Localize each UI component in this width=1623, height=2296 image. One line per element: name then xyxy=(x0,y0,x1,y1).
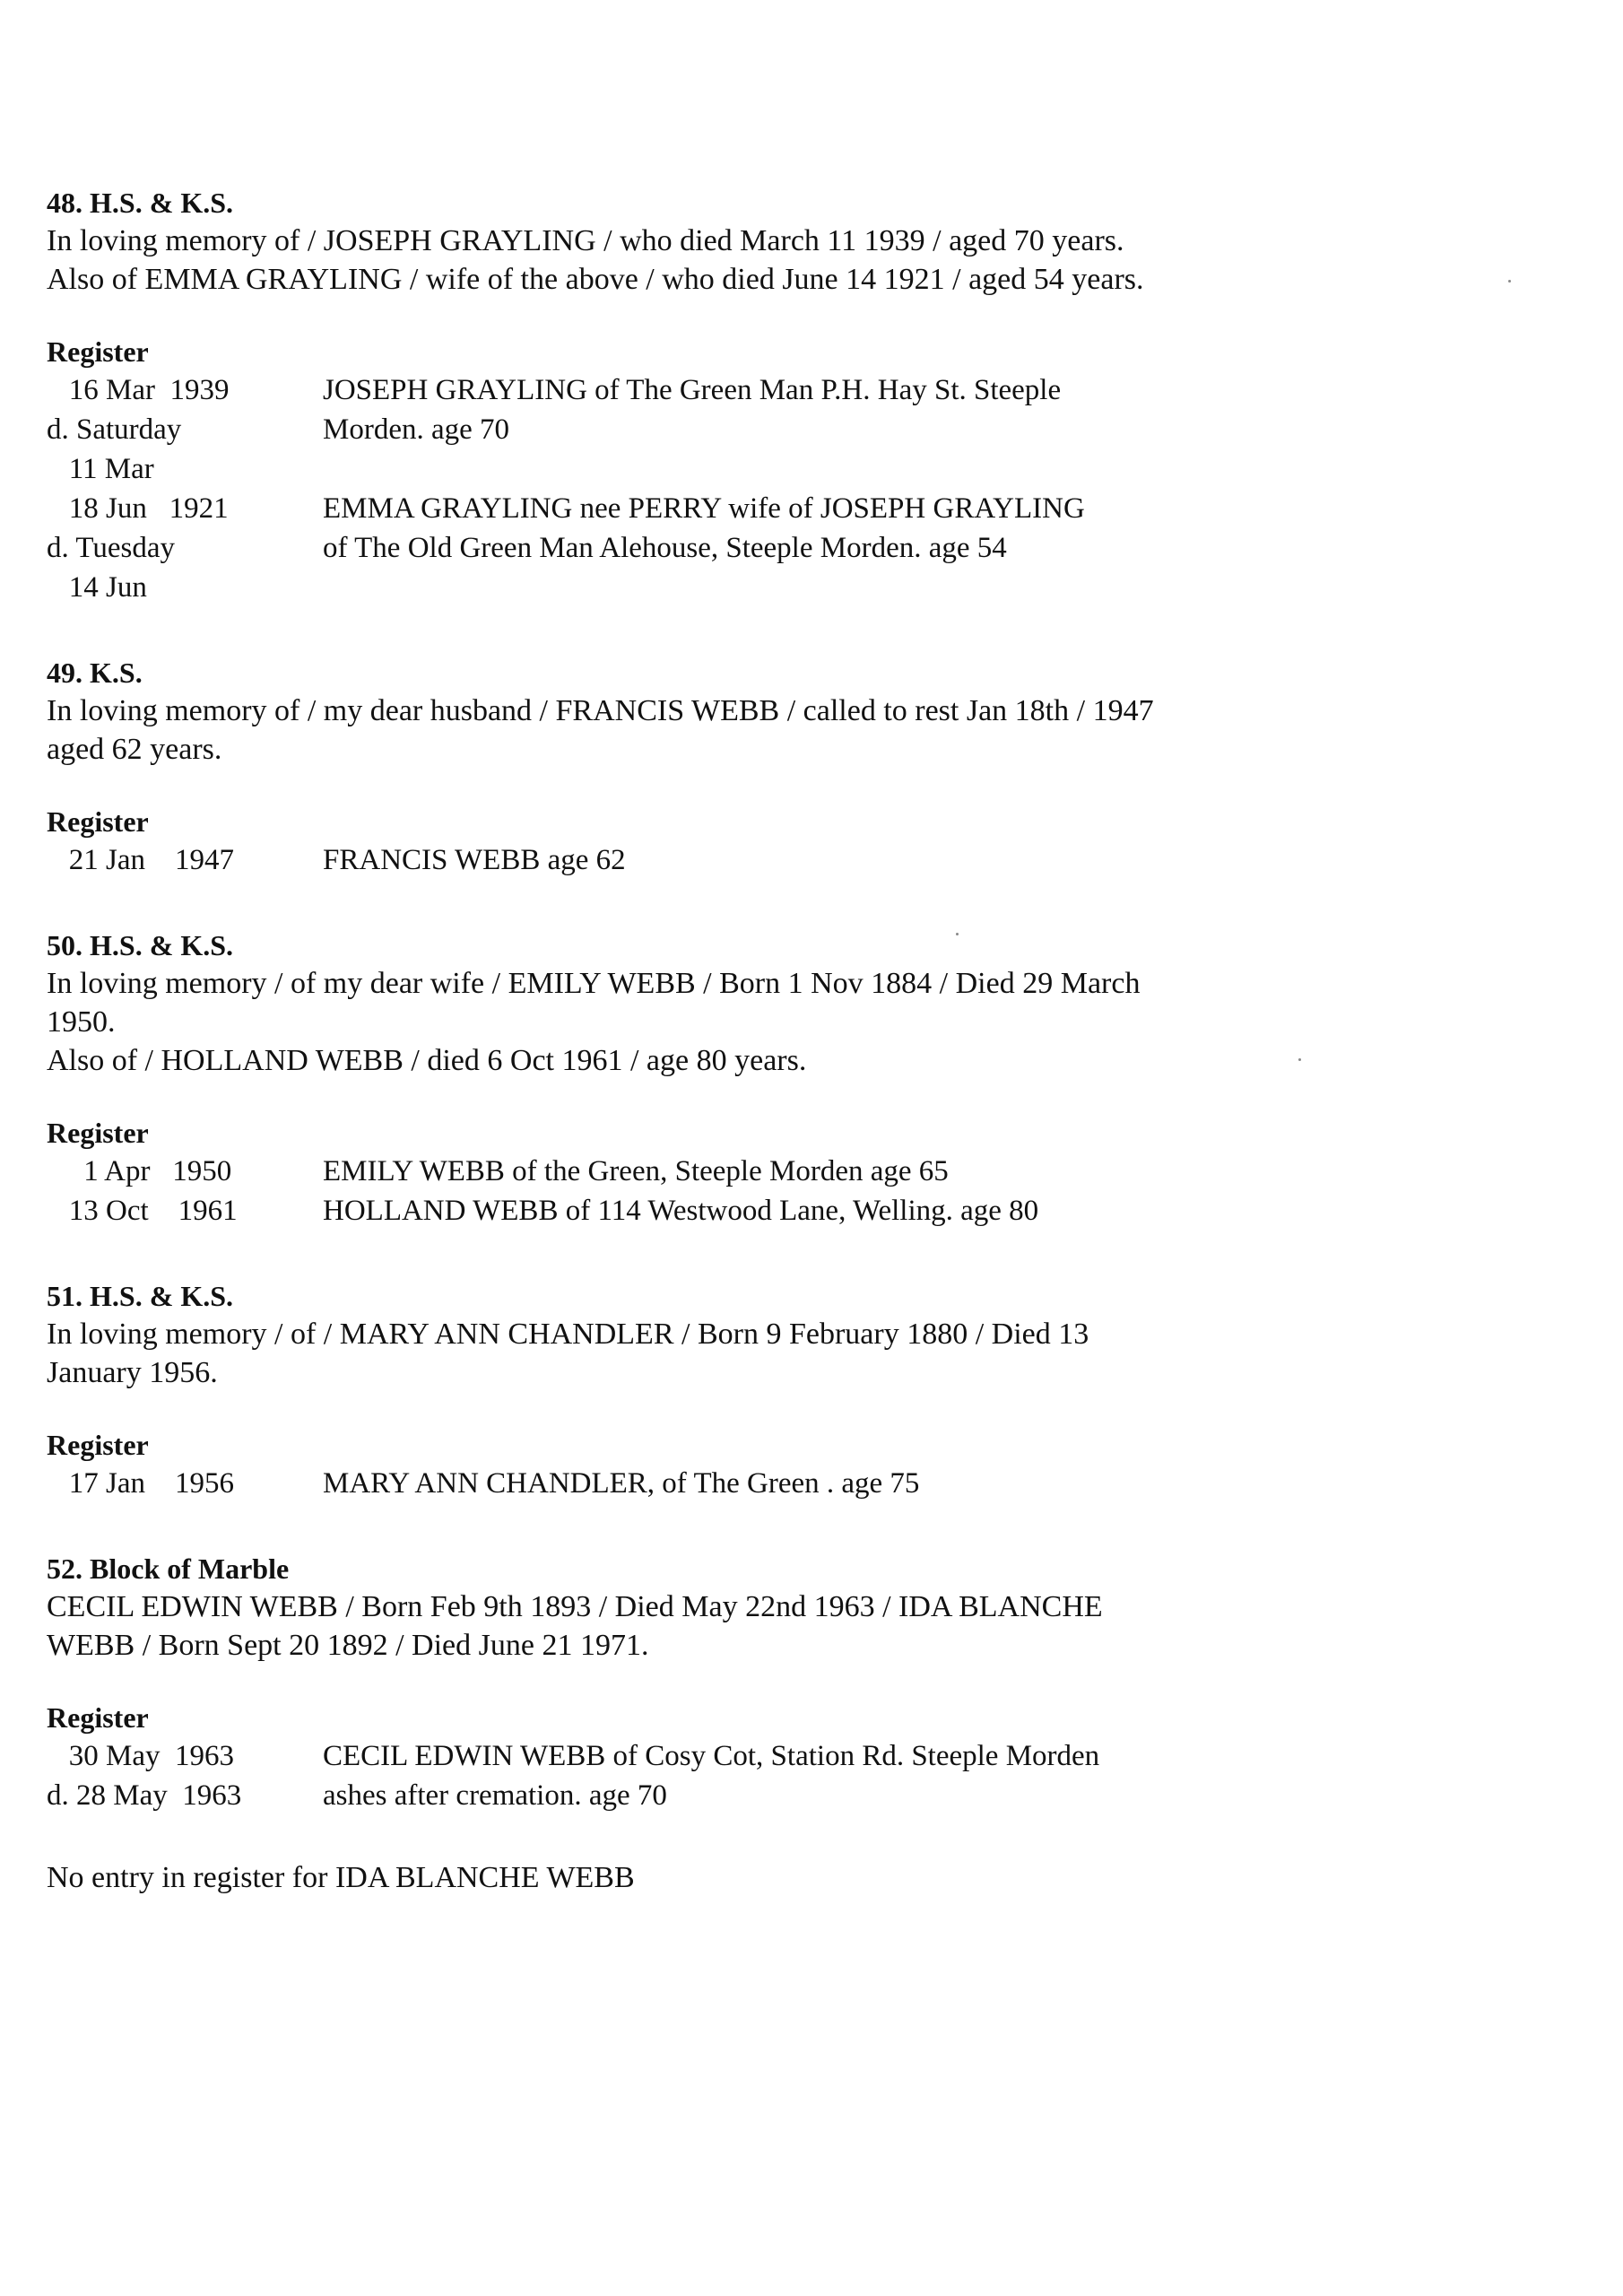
register-text: EMILY WEBB of the Green, Steeple Morden age 65 xyxy=(323,1155,949,1187)
scan-speck xyxy=(956,933,959,935)
register-text: FRANCIS WEBB age 62 xyxy=(323,844,626,876)
document-content xyxy=(47,184,1320,1927)
footer-note: No entry in register for IDA BLANCHE WEBB xyxy=(47,1861,635,1894)
register-text: JOSEPH GRAYLING of The Green Man P.H. Hay St. Steeple xyxy=(323,374,1062,406)
register-date: 30 May 1963 xyxy=(47,1740,234,1772)
inscription-line: January 1956. xyxy=(47,1356,218,1389)
entry-49 xyxy=(47,654,1320,880)
entry-heading: 49. K.S. xyxy=(47,657,143,689)
register-label: Register xyxy=(47,1701,149,1734)
register-table xyxy=(47,1464,1320,1503)
register-text: CECIL EDWIN WEBB of Cosy Cot, Station Rd. Steeple Morden xyxy=(323,1740,1100,1772)
register-table xyxy=(47,1736,1320,1815)
register-date: 17 Jan 1956 xyxy=(47,1467,234,1500)
register-text: of The Old Green Man Alehouse, Steeple Morden. age 54 xyxy=(323,532,1007,564)
register-date: d. Saturday xyxy=(47,413,182,446)
inscription-line: In loving memory of / my dear husband / FRANCIS WEBB / called to rest Jan 18th / 1947 xyxy=(47,694,1154,727)
inscription-line: Also of / HOLLAND WEBB / died 6 Oct 1961 / age 80 years. xyxy=(47,1044,807,1077)
register-text: EMMA GRAYLING nee PERRY wife of JOSEPH GRAYLING xyxy=(323,492,1085,525)
register-text: ashes after cremation. age 70 xyxy=(323,1779,667,1812)
inscription-line: In loving memory of / JOSEPH GRAYLING / who died March 11 1939 / aged 70 years. xyxy=(47,224,1124,257)
register-date: 11 Mar xyxy=(47,453,154,485)
inscription-line: Also of EMMA GRAYLING / wife of the above / who died June 14 1921 / aged 54 years. xyxy=(47,263,1144,296)
register-label: Register xyxy=(47,805,149,838)
entry-heading: 48. H.S. & K.S. xyxy=(47,187,234,219)
entry-52 xyxy=(47,1550,1320,1815)
register-date: 14 Jun xyxy=(47,571,147,604)
inscription-line: In loving memory / of my dear wife / EMILY WEBB / Born 1 Nov 1884 / Died 29 March xyxy=(47,967,1141,1000)
register-label: Register xyxy=(47,1117,149,1149)
scan-speck xyxy=(1298,1058,1301,1061)
register-table xyxy=(47,1152,1320,1231)
register-text xyxy=(323,568,1320,607)
entry-51 xyxy=(47,1277,1320,1503)
entry-50 xyxy=(47,926,1320,1231)
inscription-line: WEBB / Born Sept 20 1892 / Died June 21 1971. xyxy=(47,1629,649,1662)
register-text xyxy=(323,449,1320,489)
inscription-line: aged 62 years. xyxy=(47,733,222,766)
entry-heading: 51. H.S. & K.S. xyxy=(47,1280,234,1312)
scan-speck xyxy=(1508,280,1511,283)
register-date: 1 Apr 1950 xyxy=(47,1155,232,1187)
entry-heading: 52. Block of Marble xyxy=(47,1552,290,1585)
inscription-line: In loving memory / of / MARY ANN CHANDLER / Born 9 February 1880 / Died 13 xyxy=(47,1318,1089,1351)
register-text: HOLLAND WEBB of 114 Westwood Lane, Welling. age 80 xyxy=(323,1195,1039,1227)
inscription-line: CECIL EDWIN WEBB / Born Feb 9th 1893 / Died May 22nd 1963 / IDA BLANCHE xyxy=(47,1590,1103,1623)
register-text: MARY ANN CHANDLER, of The Green . age 75 xyxy=(323,1467,920,1500)
register-date: 18 Jun 1921 xyxy=(47,492,229,525)
register-text: Morden. age 70 xyxy=(323,413,510,446)
register-date: d. 28 May 1963 xyxy=(47,1779,242,1812)
register-date: d. Tuesday xyxy=(47,532,176,564)
register-date: 16 Mar 1939 xyxy=(47,374,230,406)
entry-heading: 50. H.S. & K.S. xyxy=(47,929,234,961)
entry-48 xyxy=(47,184,1320,607)
register-table xyxy=(47,370,1320,607)
register-date: 13 Oct 1961 xyxy=(47,1195,238,1227)
register-date: 21 Jan 1947 xyxy=(47,844,234,876)
register-label: Register xyxy=(47,1429,149,1461)
register-label: Register xyxy=(47,335,149,368)
inscription-line: 1950. xyxy=(47,1005,116,1039)
register-table xyxy=(47,840,1320,880)
